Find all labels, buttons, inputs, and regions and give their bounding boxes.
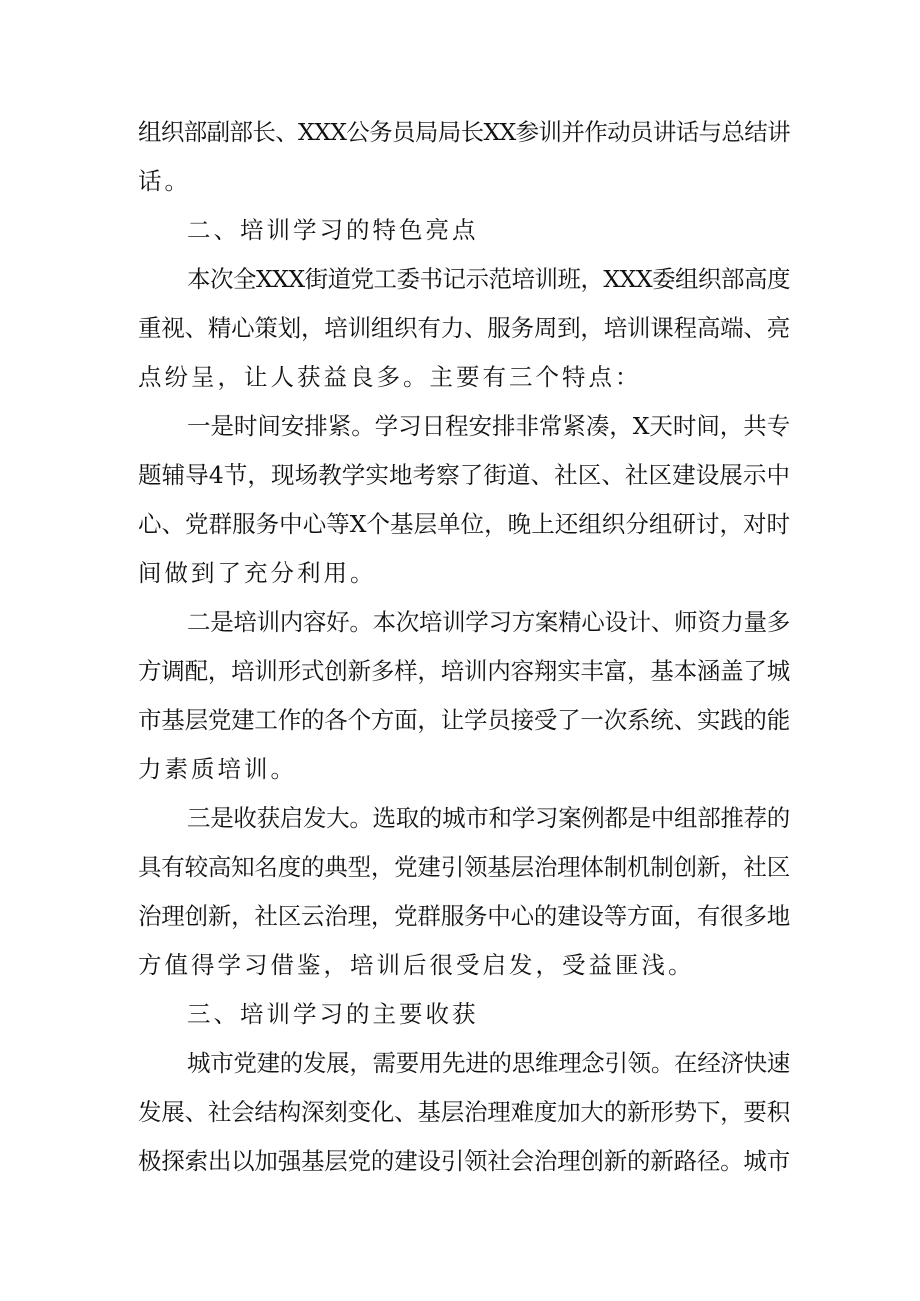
text-line: 重视、精心策划，培训组织有力、服务周到，培训课程高端、亮 [138,314,790,342]
text-line: 治理创新，社区云治理，党群服务中心的建设等方面，有很多地 [138,902,790,930]
text-line: 具有较高知名度的典型，党建引领基层治理体制机制创新，社区 [138,853,790,881]
text-line: 极探索出以加强基层党的建设引领社会治理创新的新路径。城市 [138,1147,790,1175]
text-line: 题辅导4节，现场教学实地考察了街道、社区、社区建设展示中 [138,461,790,489]
text-line: 方值得学习借鉴，培训后很受启发，受益匪浅。 [138,951,695,979]
text-line: 方调配，培训形式创新多样，培训内容翔实丰富，基本涵盖了城 [138,657,790,685]
text-line: 心、党群服务中心等X个基层单位，晚上还组织分组研讨，对时 [138,510,790,538]
text-line: 组织部副部长、XXX公务员局局长XX参训并作动员讲话与总结讲 [138,118,790,146]
text-line: 城市党建的发展，需要用先进的思维理念引领。在经济快速 [187,1049,790,1077]
text-line: 市基层党建工作的各个方面，让学员接受了一次系统、实践的能 [138,706,790,734]
text-line: 间做到了充分利用。 [138,559,377,587]
text-line: 二是培训内容好。本次培训学习方案精心设计、师资力量多 [187,608,790,636]
text-line: 话。 [138,167,191,195]
text-line: 点纷呈，让人获益良多。主要有三个特点： [138,363,642,391]
text-line: 一是时间安排紧。学习日程安排非常紧凑，X天时间，共专 [187,412,791,440]
text-line: 力素质培训。 [138,755,297,783]
section-heading: 三、培训学习的主要收获 [187,1000,479,1028]
section-heading: 二、培训学习的特色亮点 [187,216,479,244]
text-line: 本次全XXX街道党工委书记示范培训班，XXX委组织部高度 [187,265,790,293]
text-line: 发展、社会结构深刻变化、基层治理难度加大的新形势下，要积 [138,1098,790,1126]
text-line: 三是收获启发大。选取的城市和学习案例都是中组部推荐的 [187,804,790,832]
